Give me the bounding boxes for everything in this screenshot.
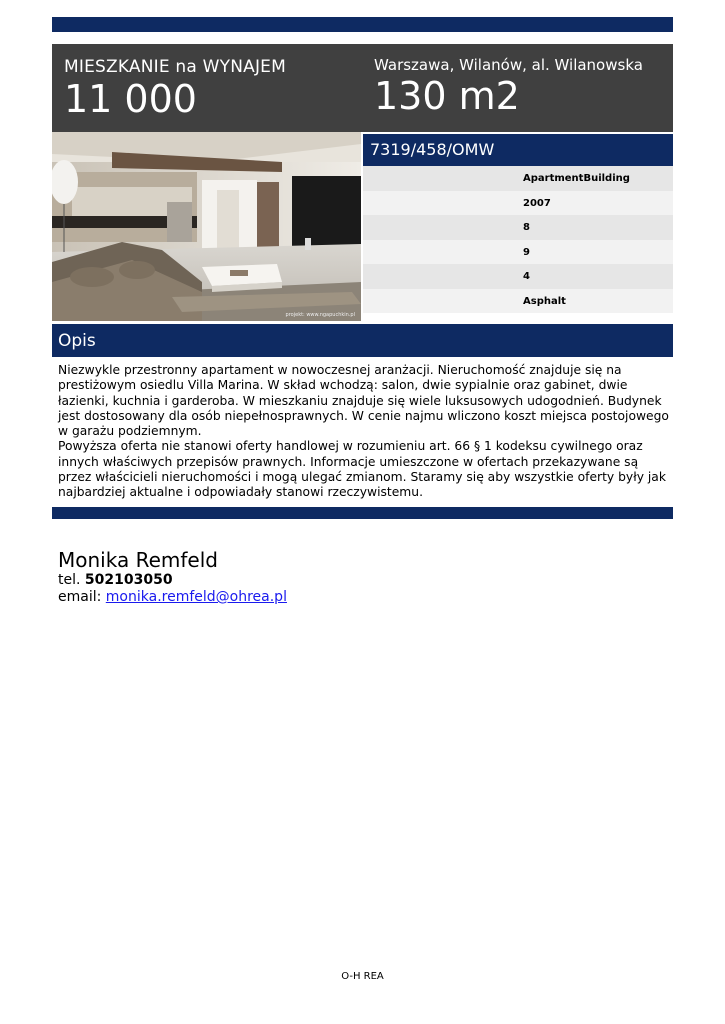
bottom-accent-bar	[52, 507, 673, 519]
apartment-photo	[52, 132, 361, 321]
disclaimer-paragraph: Powyższa oferta nie stanowi oferty handlowej w rozumieniu art. 66 § 1 kodeksu cywilnego oraz innych właściwych przepisów prawnych. Informacje umieszczone w ofertach przekazywane są przez właścicieli nieruchomości i mogą ulegać zmianom. Staramy się aby wszystkie oferty były jak najbardziej aktualne i odpowiadały stanowi rzeczywistemu.	[58, 439, 666, 500]
agent-phone-line	[58, 572, 287, 589]
agent-contact	[58, 548, 287, 606]
offer-type: MIESZKANIE na WYNAJEM	[64, 57, 286, 77]
agent-phone: 502103050	[84, 572, 173, 588]
email-label: email:	[58, 589, 102, 605]
listing-price: 11 000	[64, 77, 197, 121]
phone-label: tel.	[58, 572, 81, 588]
listing-location: Warszawa, Wilanów, al. Wilanowska	[374, 56, 643, 74]
detail-row	[363, 215, 673, 240]
description-header	[52, 324, 673, 357]
footer-company: O-H REA	[341, 971, 384, 982]
reference-number: 7319/458/OMW	[370, 140, 495, 159]
agent-email-link[interactable]: monika.remfeld@ohrea.pl	[105, 589, 287, 605]
photo-credit: projekt: www.ngapuchkin.pl	[285, 312, 355, 318]
detail-value: 2007	[523, 197, 551, 209]
detail-row	[363, 240, 673, 265]
detail-row	[363, 166, 673, 191]
detail-row	[363, 191, 673, 216]
description-text	[58, 363, 670, 501]
detail-value: 9	[523, 246, 530, 258]
listing-header	[52, 44, 673, 132]
details-table	[363, 166, 673, 313]
detail-value: 4	[523, 271, 530, 282]
listing-area: 130 m2	[374, 74, 520, 118]
description-paragraph: Niezwykle przestronny apartament w nowoczesnej aranżacji. Nieruchomość znajduje się na prestiżowym osiedlu Villa Marina. W skład wchodzą: salon, dwie sypialnie oraz gabinet, dwie łazienki, kuchnia i garderoba. W mieszkaniu znajduje się wiele luksusowych udogodnień. Budynek jest dostosowany dla osób niepełnosprawnych. W cenie najmu wliczono koszt miejsca postojowego w garażu podziemnym.	[58, 363, 669, 439]
agent-email-line	[58, 589, 287, 606]
detail-row	[363, 289, 673, 314]
agent-name: Monika Remfeld	[58, 548, 218, 572]
top-accent-bar	[52, 17, 673, 32]
detail-value: ApartmentBuilding	[523, 173, 630, 184]
detail-value: 8	[523, 222, 530, 233]
reference-bar	[363, 134, 673, 166]
detail-value: Asphalt	[523, 295, 566, 307]
description-title: Opis	[58, 331, 96, 351]
living-room-illustration	[52, 132, 361, 321]
detail-row	[363, 264, 673, 289]
